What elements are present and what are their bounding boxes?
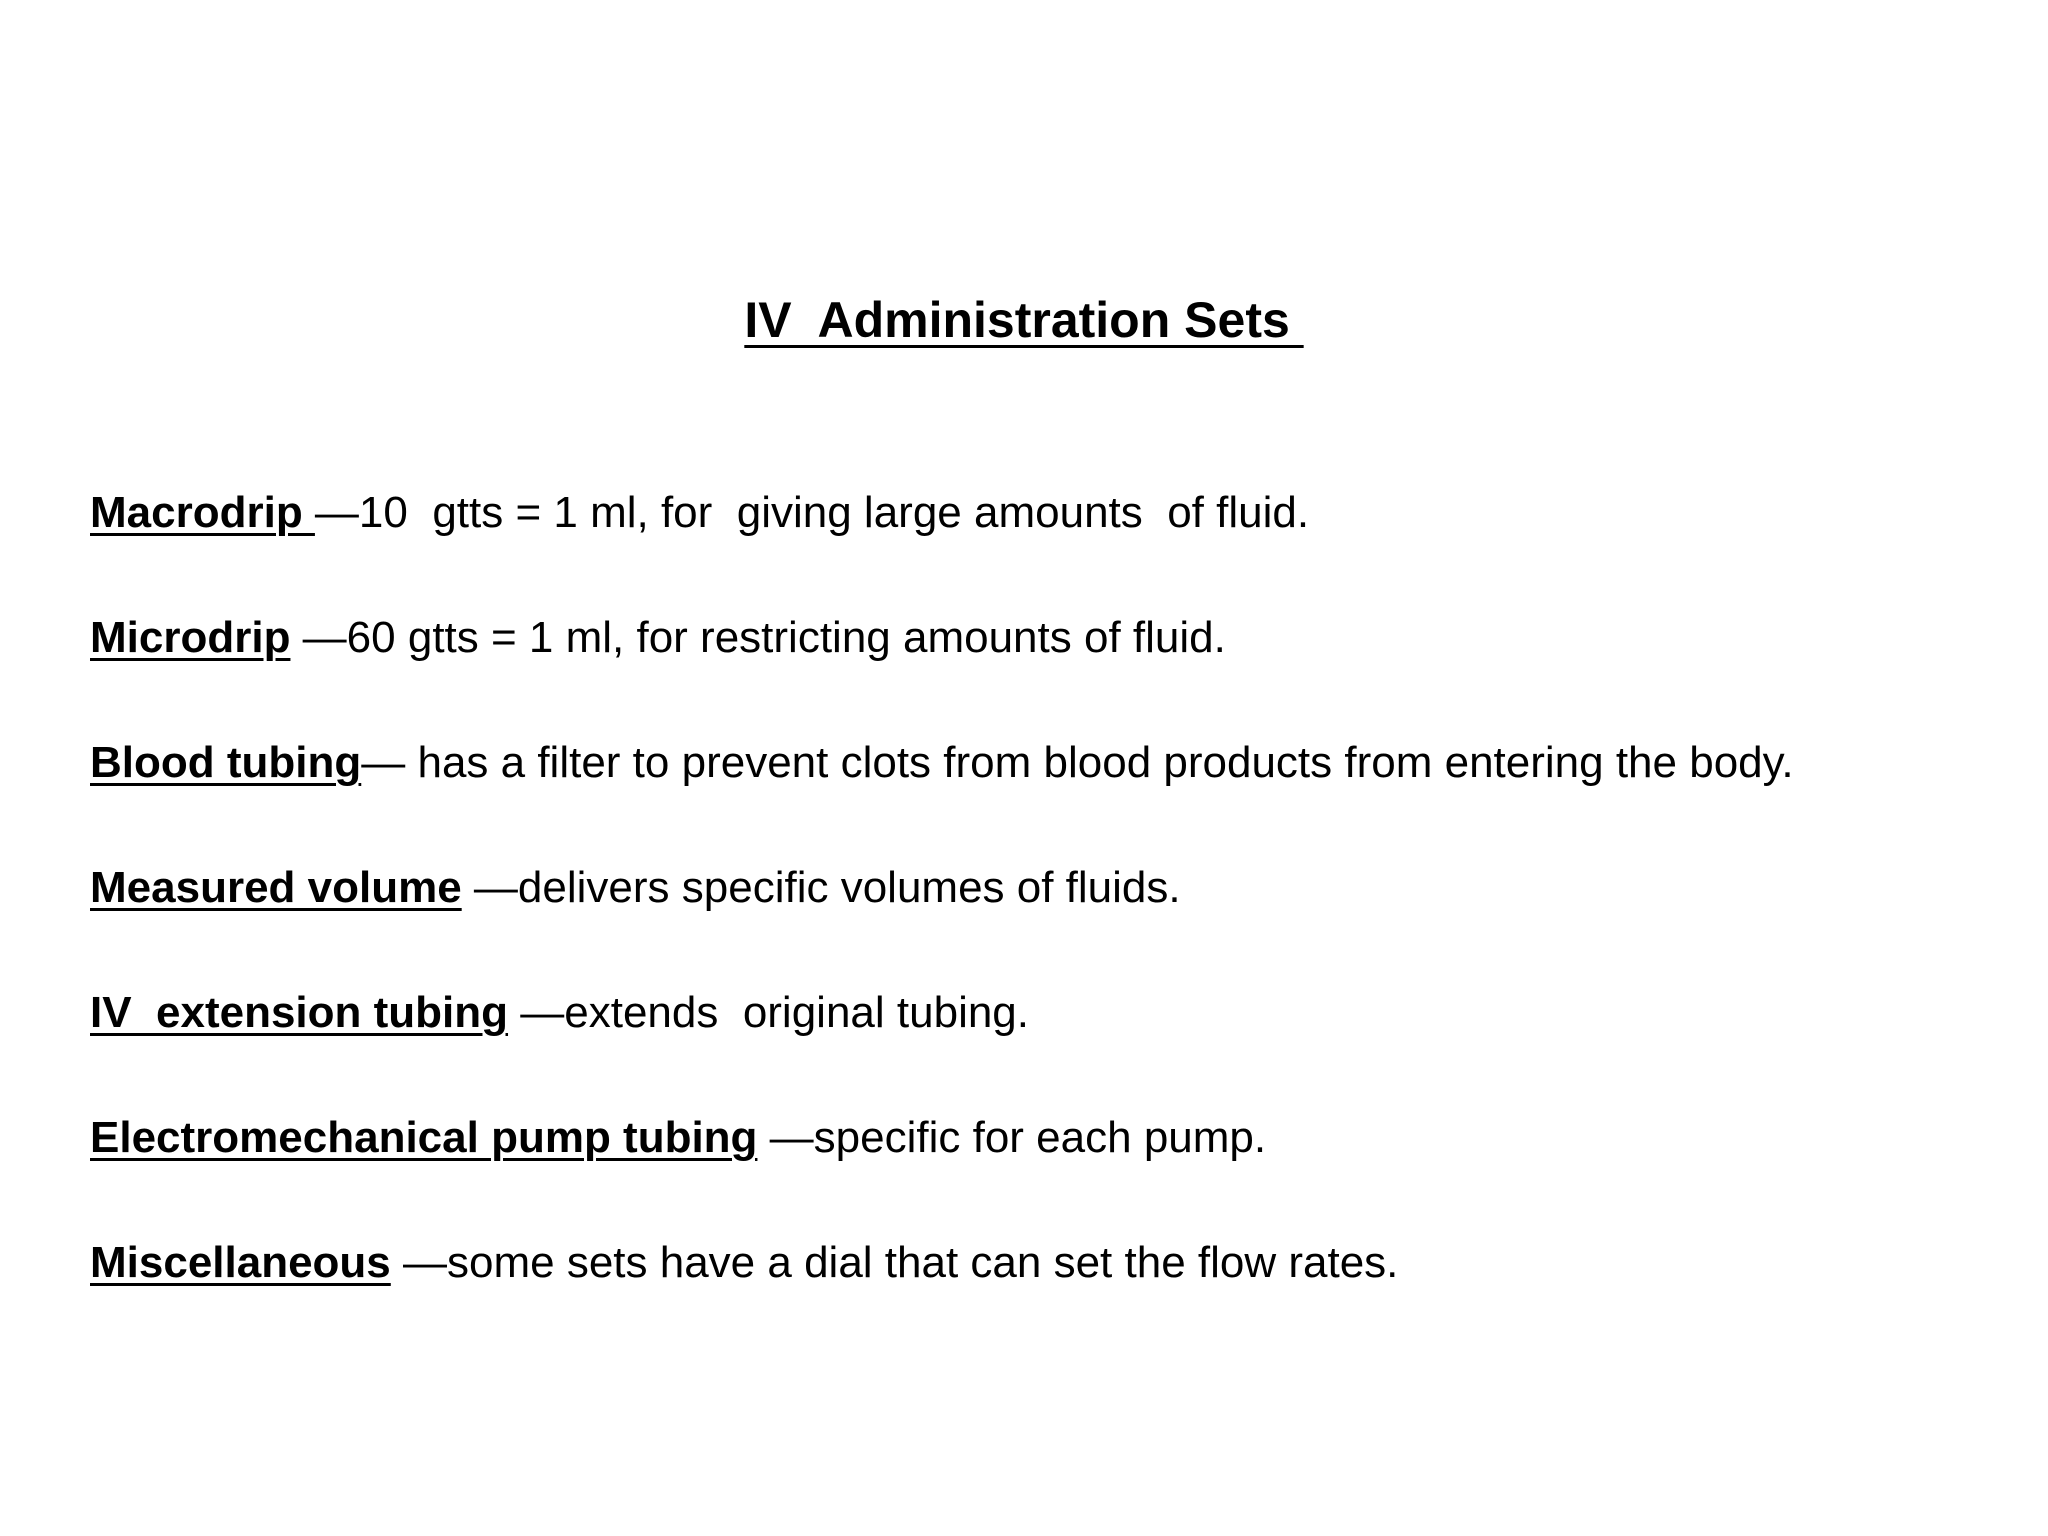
definition-item-measured-volume: [90, 860, 2010, 916]
definition-item-electromechanical-pump-tubing: [90, 1110, 2010, 1166]
definition-list: [90, 485, 2010, 1360]
term-description: —60 gtts = 1 ml, for restricting amounts of fluid.: [290, 613, 1226, 662]
term-label: IV extension tubing: [90, 988, 509, 1037]
term-description: — has a filter to prevent clots from blood products from entering the body.: [361, 738, 1794, 787]
definition-item-blood-tubing: [90, 735, 2010, 791]
definition-item-iv-extension-tubing: [90, 985, 2010, 1041]
term-label: Macrodrip: [90, 488, 315, 537]
term-description: —specific for each pump.: [757, 1113, 1267, 1162]
definition-item-microdrip: [90, 610, 2010, 666]
slide-title: IV Administration Sets: [744, 292, 1304, 348]
term-description: —some sets have a dial that can set the flow rates.: [390, 1238, 1399, 1287]
term-label: Measured volume: [90, 863, 462, 912]
definition-item-macrodrip: [90, 485, 2010, 541]
term-description: —extends original tubing.: [508, 988, 1030, 1037]
term-label: Electromechanical pump tubing: [90, 1113, 758, 1162]
term-label: Microdrip: [90, 613, 291, 662]
term-description: —10 gtts = 1 ml, for giving large amounts of fluid.: [314, 488, 1310, 537]
term-description: —delivers specific volumes of fluids.: [461, 863, 1181, 912]
definition-item-miscellaneous: [90, 1235, 2010, 1291]
term-label: Miscellaneous: [90, 1238, 391, 1287]
term-label: Blood tubing: [90, 738, 362, 787]
